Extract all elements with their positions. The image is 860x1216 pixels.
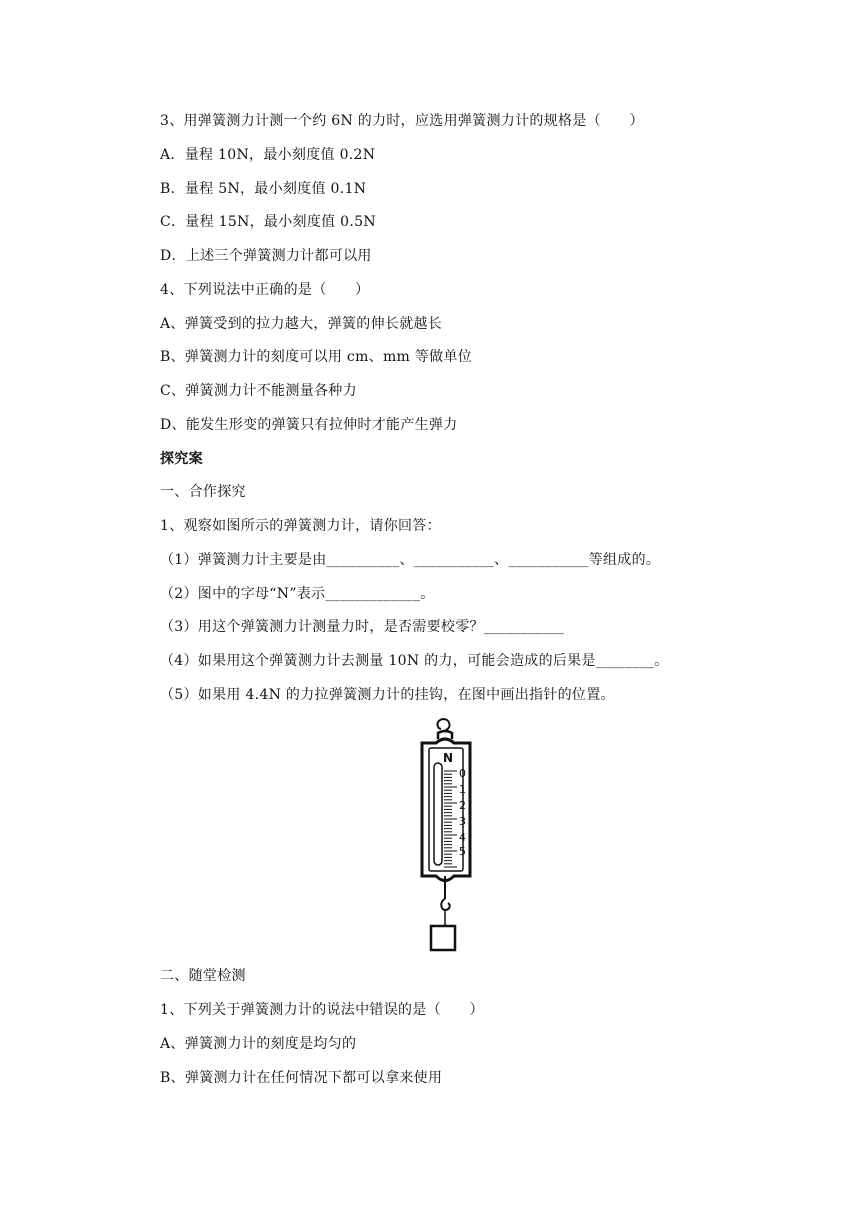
q3-option-c: C．量程 15N，最小刻度值 0.5N <box>160 214 376 230</box>
check-q1-option-b: B、弹簧测力计在任何情况下都可以拿来使用 <box>160 1070 443 1086</box>
q4-option-c: C、弹簧测力计不能测量各种力 <box>160 383 357 399</box>
q4-option-d: D、能发生形变的弹簧只有拉伸时才能产生弹力 <box>160 417 458 433</box>
inquiry-item-5: （5）如果用 4.4N 的力拉弹簧测力计的挂钩，在图中画出指针的位置。 <box>160 687 615 703</box>
q3-option-a: A．量程 10N，最小刻度值 0.2N <box>160 147 376 163</box>
scale-label-1: 1 <box>459 783 466 796</box>
subsection-heading-cooperative: 一、合作探究 <box>160 484 246 500</box>
scale-label-3: 3 <box>459 815 466 828</box>
q3-stem: 3、用弹簧测力计测一个约 6N 的力时，应选用弹簧测力计的规格是（ ） <box>160 113 644 129</box>
section-heading-inquiry: 探究案 <box>160 451 203 467</box>
inquiry-item-4: （4）如果用这个弹簧测力计去测量 10N 的力，可能会造成的后果是________。 <box>160 653 669 669</box>
unit-label-n: N <box>442 751 454 765</box>
q3-option-d: D．上述三个弹簧测力计都可以用 <box>160 248 372 264</box>
q3-option-b: B．量程 5N，最小刻度值 0.1N <box>160 181 367 197</box>
inquiry-item-2: （2）图中的字母“N”表示_____________。 <box>160 586 435 602</box>
scale-label-5: 5 <box>459 845 466 858</box>
bottom-hook-icon <box>441 899 449 910</box>
inquiry-item-3: （3）用这个弹簧测力计测量力时，是否需要校零？___________ <box>160 619 565 635</box>
inquiry-q1-stem: 1、观察如图所示的弹簧测力计，请你回答： <box>160 518 441 534</box>
scale-label-4: 4 <box>459 831 466 844</box>
q4-option-b: B、弹簧测力计的刻度可以用 cm、mm 等做单位 <box>160 349 473 365</box>
check-q1-option-a: A、弹簧测力计的刻度是均匀的 <box>160 1036 357 1052</box>
weight-block <box>431 926 455 950</box>
inquiry-item-1: （1）弹簧测力计主要是由__________、___________、___________等组成的。 <box>160 552 661 568</box>
spring-slot <box>434 763 442 865</box>
q4-stem: 4、下列说法中正确的是（ ） <box>160 282 370 298</box>
spring-scale-drawing <box>414 715 478 955</box>
subsection-heading-check: 二、随堂检测 <box>160 968 246 984</box>
q4-option-a: A、弹簧受到的拉力越大，弹簧的伸长就越长 <box>160 316 443 332</box>
scale-label-0: 0 <box>459 767 466 780</box>
scale-label-2: 2 <box>459 799 466 812</box>
spring-scale-figure <box>414 715 478 955</box>
check-q1-stem: 1、下列关于弹簧测力计的说法中错误的是（ ） <box>160 1002 484 1018</box>
